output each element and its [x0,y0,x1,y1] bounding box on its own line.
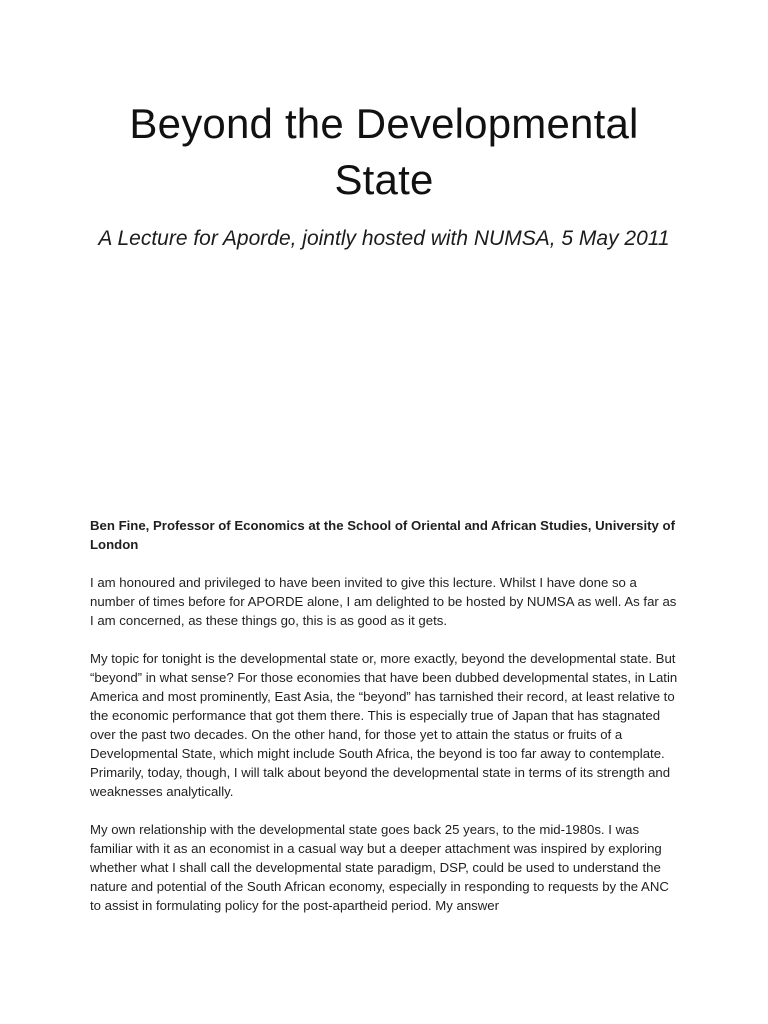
document-subtitle: A Lecture for Aporde, jointly hosted with NUMSA, 5 May 2011 [98,227,670,250]
document-title: Beyond the Developmental State [129,100,639,203]
paragraph-2: My topic for tonight is the developmental state or, more exactly, beyond the developmental state. But “beyond” in what sense? For those economies that have been dubbed developmental states, in Latin America and most prominently, East Asia, the “beyond” has tarnished their record, at least relative to the economic performance that got them there. This is especially true of Japan that has stagnated over the past two decades. On the other hand, for those yet to attain the status or fruits of a Developmental State, which might include South Africa, the beyond is too far away to contemplate. Primarily, today, though, I will talk about beyond the developmental state in terms of its strength and weaknesses analytically. [90,651,678,799]
paragraph-1: I am honoured and privileged to have been invited to give this lecture. Whilst I have done so a number of times before for APORDE alone, I am delighted to be hosted by NUMSA as well. As far as I am concerned, as these things go, this is as good as it gets. [90,575,677,628]
document-body [90,516,680,934]
author-line: Ben Fine, Professor of Economics at the School of Oriental and African Studies, University of London [90,518,675,552]
paragraph-3: My own relationship with the developmental state goes back 25 years, to the mid-1980s. I was familiar with it as an economist in a casual way but a deeper attachment was inspired by exploring whether what I shall call the developmental state paradigm, DSP, could be used to understand the nature and potential of the South African economy, especially in responding to requests by the ANC to assist in formulating policy for the post-apartheid period. My answer [90,822,669,913]
